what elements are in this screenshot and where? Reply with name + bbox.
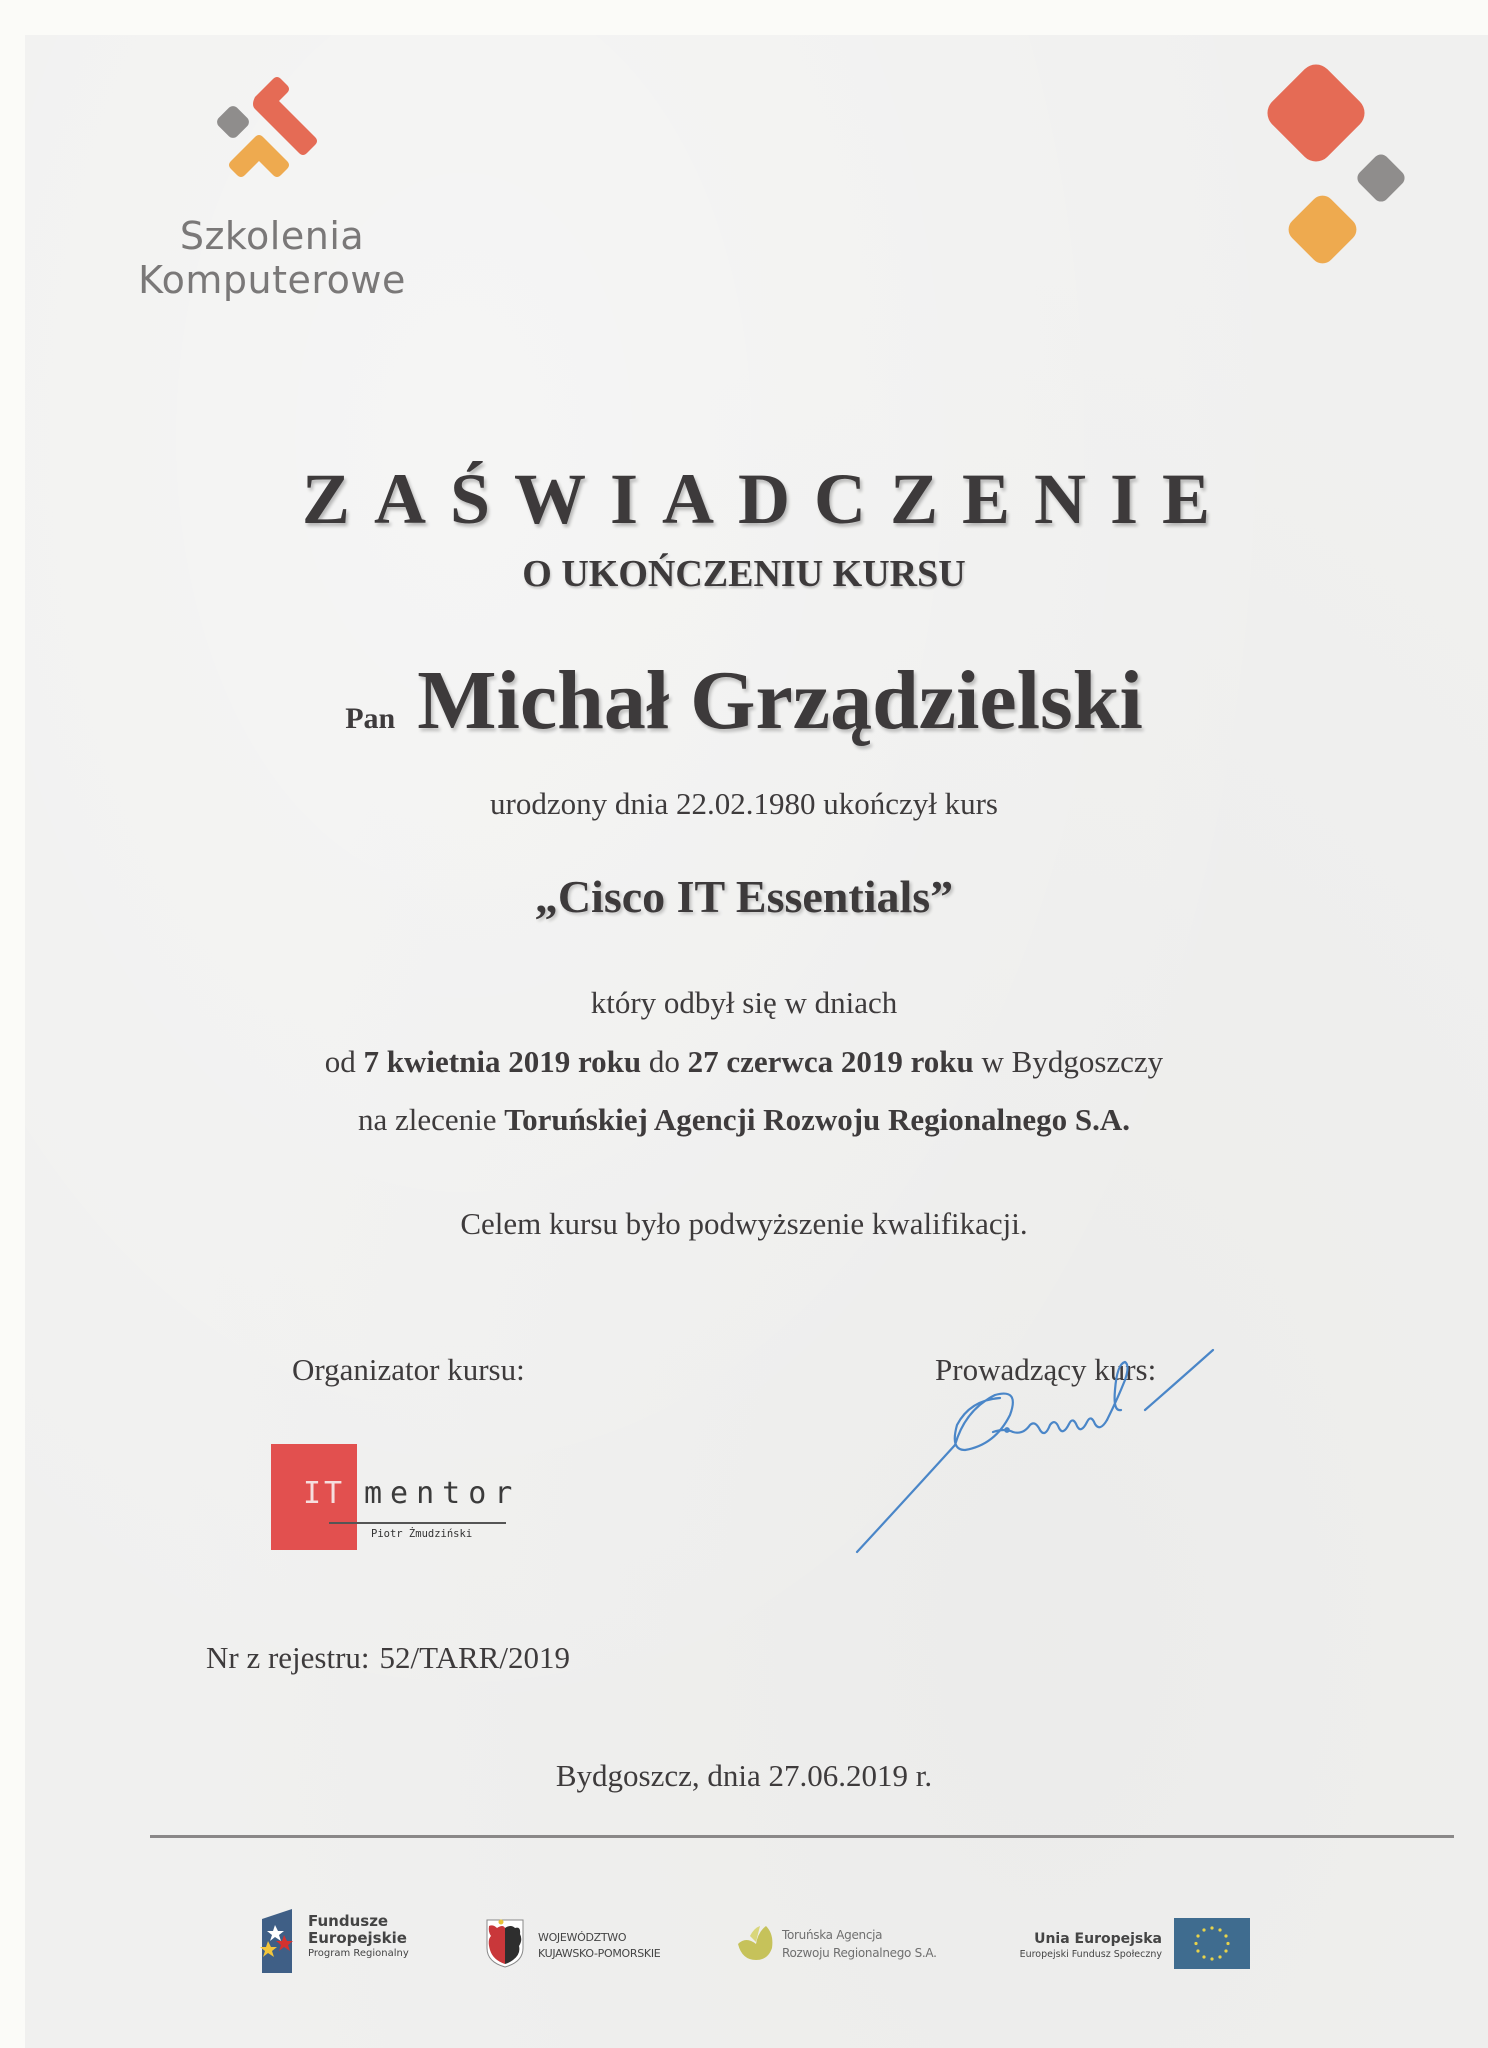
fundusze-line-1: Fundusze — [308, 1912, 389, 1930]
szkolenia-komputerowe-logo-icon — [215, 75, 325, 195]
end-date: 27 czerwca 2019 roku — [687, 1044, 974, 1079]
itmentor-it: IT — [303, 1476, 346, 1511]
recipient-row — [0, 652, 1488, 749]
tarr-text — [782, 1926, 937, 1962]
itmentor-underline — [329, 1522, 506, 1524]
tarr-line-2: Rozwoju Regionalnego S.A. — [782, 1946, 937, 1960]
fundusze-europejskie-icon — [260, 1907, 294, 1973]
purpose-line: Celem kursu było podwyższenie kwalifikacji. — [460, 1206, 1028, 1241]
commission-prefix: na zlecenie — [357, 1102, 505, 1137]
handwritten-signature-icon — [845, 1340, 1245, 1565]
tarr-logo — [736, 1918, 976, 1973]
wojewodztwo-line-2: KUJAWSKO-POMORSKIE — [538, 1947, 661, 1960]
logo-line-2: Komputerowe — [138, 258, 406, 302]
registry-value: 52/TARR/2019 — [379, 1640, 570, 1675]
registry-number — [206, 1640, 570, 1676]
fundusze-europejskie-logo — [260, 1905, 460, 1975]
commission-line — [0, 1102, 1488, 1138]
commission-client: Toruńskiej Agencji Rozwoju Regionalnego S.A. — [504, 1102, 1131, 1137]
logo-line-1: Szkolenia — [179, 214, 365, 258]
recipient-name: Michał Grządzielski — [417, 654, 1143, 747]
szkolenia-komputerowe-logo-text — [112, 214, 432, 302]
course-lead-label: Prowadzący kurs: — [935, 1352, 1157, 1387]
fundusze-line-3: Program Regionalny — [308, 1948, 409, 1959]
location-text: w Bydgoszczy — [973, 1044, 1164, 1079]
registry-label: Nr z rejestru: — [206, 1640, 370, 1675]
tarr-line-1: Toruńska Agencja — [782, 1928, 883, 1942]
itmentor-logo — [271, 1444, 551, 1552]
birth-line: urodzony dnia 22.02.1980 ukończył kurs — [490, 786, 998, 821]
certificate-paper — [25, 35, 1488, 2048]
dates-text: od — [324, 1044, 364, 1079]
fundusze-line-2: Europejskie — [308, 1929, 407, 1947]
tarr-leaf-icon — [736, 1922, 778, 1962]
dates-text: do — [641, 1044, 688, 1079]
organizer-label: Organizator kursu: — [292, 1352, 525, 1387]
diamonds-decoration-icon — [1255, 52, 1415, 282]
certificate-subtitle: O UKOŃCZENIU KURSU — [522, 553, 966, 595]
certificate-title: ZAŚWIADCZENIE — [301, 459, 1235, 539]
place-and-date: Bydgoszcz, dnia 27.06.2019 r. — [555, 1758, 933, 1793]
fundusze-text — [308, 1913, 409, 1961]
eu-logo — [990, 1918, 1270, 1973]
wojewodztwo-line-1: WOJEWÓDZTWO — [538, 1931, 627, 1944]
coat-of-arms-icon — [485, 1918, 525, 1968]
course-name: „Cisco IT Essentials” — [534, 871, 954, 922]
wojewodztwo-logo — [485, 1918, 705, 1973]
eu-line-1: Unia Europejska — [1034, 1931, 1162, 1947]
start-date: 7 kwietnia 2019 roku — [363, 1044, 642, 1079]
itmentor-owner: Piotr Żmudziński — [371, 1528, 473, 1540]
eu-line-2: Europejski Fundusz Społeczny — [1019, 1949, 1162, 1960]
footer-divider — [150, 1835, 1454, 1838]
eu-text — [1020, 1930, 1162, 1962]
eu-flag-icon — [1174, 1918, 1250, 1969]
dates-line — [0, 1044, 1488, 1080]
itmentor-mentor: mentor — [364, 1476, 521, 1511]
wojewodztwo-text — [538, 1930, 660, 1962]
held-line: który odbył się w dniach — [590, 985, 898, 1020]
salutation: Pan — [345, 702, 396, 735]
